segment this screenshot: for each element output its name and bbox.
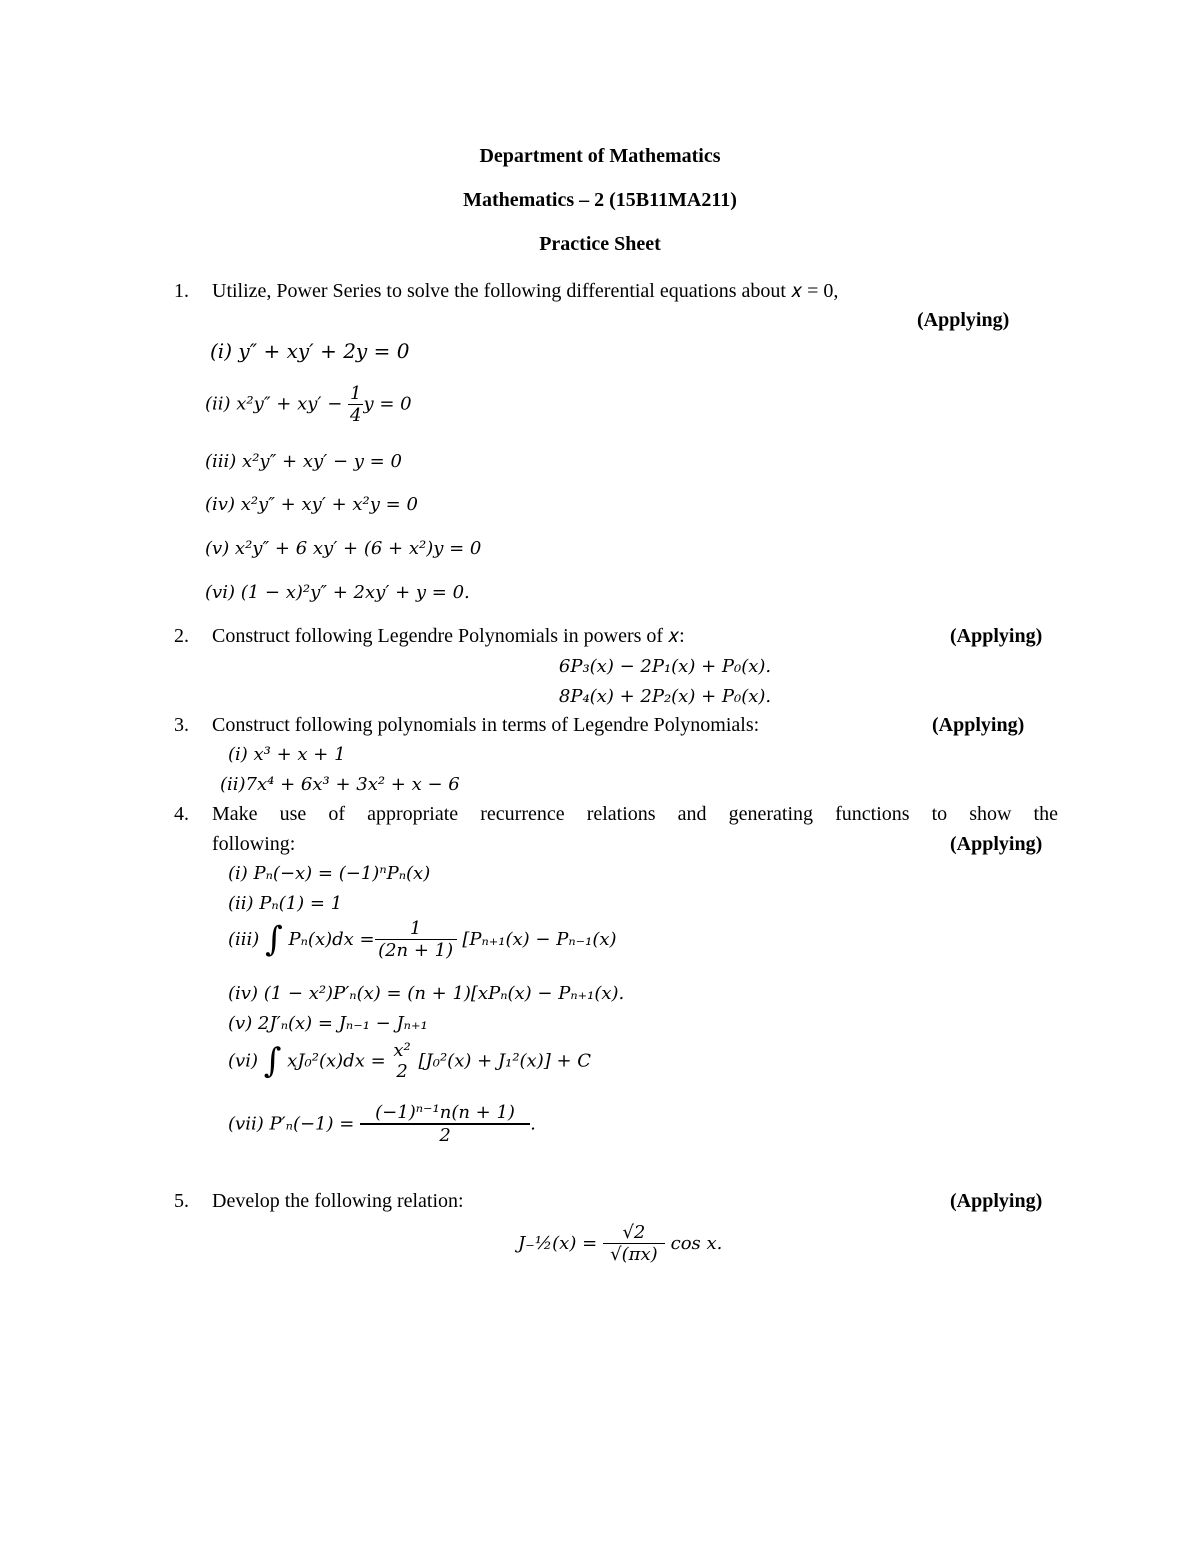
- q1-part-ii-rhs: 𝑦 = 0: [363, 393, 412, 415]
- q4-part-iii-label: (𝑖𝑖𝑖): [228, 929, 260, 950]
- q1-part-ii-lhs: (𝑖𝑖) 𝑥²𝑦″ + 𝑥𝑦′ −: [205, 393, 348, 415]
- q5-text: Develop the following relation:: [212, 1190, 464, 1212]
- department-heading: Department of Mathematics: [479, 145, 721, 167]
- q4-part-iv: (𝑖𝑣) (1 − 𝑥²)𝑃′ₙ(𝑥) = (𝑛 + 1)[𝑥𝑃ₙ(𝑥) − 𝑃ₙ₊₁(𝑥).: [228, 983, 625, 1004]
- q1-part-ii: [205, 383, 412, 426]
- fraction-numerator: 𝑥²: [393, 1040, 411, 1061]
- q4-part-ii: (𝑖𝑖) 𝑃ₙ(1) = 1: [228, 893, 343, 914]
- q4-part-iii: [228, 918, 617, 961]
- q1-number: 1.: [174, 280, 189, 302]
- fraction-numerator: 1: [375, 918, 457, 940]
- q4-part-i: (𝑖) 𝑃ₙ(−𝑥) = (−1)ⁿ𝑃ₙ(𝑥): [228, 863, 431, 884]
- fraction-denominator: 2: [396, 1061, 408, 1082]
- q3-part-ii: (𝑖𝑖)7𝑥⁴ + 6𝑥³ + 3𝑥² + 𝑥 − 6: [220, 774, 460, 795]
- q4-part-vi: [228, 1040, 591, 1082]
- integral-sign: ∫: [265, 919, 283, 960]
- q1-tag: (Applying): [917, 309, 1010, 331]
- q4-part-vi-fraction: [391, 1040, 412, 1082]
- fraction-numerator: (−1)ⁿ⁻¹𝑛(𝑛 + 1): [360, 1102, 530, 1125]
- q5-lhs: 𝐽₋½(𝑥) =: [518, 1233, 598, 1254]
- q2-number: 2.: [174, 625, 189, 647]
- fraction-numerator: √2: [603, 1222, 665, 1244]
- q4-tag: (Applying): [950, 833, 1043, 855]
- q1-part-i: (𝑖) 𝑦″ + 𝑥𝑦′ + 2𝑦 = 0: [210, 339, 410, 363]
- q1-part-iv: (𝑖𝑣) 𝑥²𝑦″ + 𝑥𝑦′ + 𝑥²𝑦 = 0: [205, 494, 418, 515]
- q4-part-vii-fraction: [360, 1102, 530, 1146]
- q4-part-iii-lhs: 𝑃ₙ(𝑥)𝑑𝑥 =: [288, 929, 375, 950]
- q1-part-ii-fraction: [348, 383, 363, 426]
- q1-text: Utilize, Power Series to solve the following differential equations about 𝑥 = 0,: [212, 280, 839, 302]
- q4-part-iii-rhs: [𝑃ₙ₊₁(𝑥) − 𝑃ₙ₋₁(𝑥): [462, 929, 617, 950]
- fraction-denominator: (2𝑛 + 1): [378, 940, 454, 961]
- q4-part-vii-end: .: [530, 1113, 536, 1135]
- q2-line-2: 8𝑃₄(𝑥) + 2𝑃₂(𝑥) + 𝑃₀(𝑥).: [558, 686, 772, 707]
- fraction-numerator: 1: [350, 383, 362, 404]
- q4-number: 4.: [174, 803, 189, 825]
- q3-number: 3.: [174, 714, 189, 736]
- q2-tag: (Applying): [950, 625, 1043, 647]
- q4-text-line-2: following:: [212, 833, 296, 855]
- fraction-denominator: 2: [439, 1125, 451, 1146]
- q2-text: Construct following Legendre Polynomials in powers of 𝑥:: [212, 625, 685, 647]
- q5-fraction: [603, 1222, 665, 1265]
- q5-relation: [518, 1222, 722, 1265]
- q4-part-vi-rhs: [𝐽₀²(𝑥) + 𝐽₁²(𝑥)] + 𝐶: [418, 1050, 592, 1072]
- q4-part-vii: [228, 1102, 536, 1146]
- integral-sign: ∫: [263, 1041, 282, 1081]
- q3-tag: (Applying): [932, 714, 1025, 736]
- sheet-title: Practice Sheet: [539, 233, 661, 255]
- q2-line-1: 6𝑃₃(𝑥) − 2𝑃₁(𝑥) + 𝑃₀(𝑥).: [558, 656, 772, 677]
- q3-text: Construct following polynomials in terms of Legendre Polynomials:: [212, 714, 760, 736]
- q4-part-vi-lhs: 𝑥𝐽₀²(𝑥)𝑑𝑥 =: [287, 1050, 386, 1072]
- q1-part-iii: (𝑖𝑖𝑖) 𝑥²𝑦″ + 𝑥𝑦′ − 𝑦 = 0: [205, 451, 402, 472]
- q1-part-vi: (𝑣𝑖) (1 − 𝑥)²𝑦″ + 2𝑥𝑦′ + 𝑦 = 0.: [205, 582, 470, 603]
- q5-rhs: 𝑐𝑜𝑠 𝑥.: [670, 1233, 723, 1254]
- q5-number: 5.: [174, 1190, 189, 1212]
- fraction-denominator: 4: [350, 405, 362, 426]
- q4-part-vi-label: (𝑣𝑖): [228, 1050, 258, 1072]
- q4-text-line-1: Make use of appropriate recurrence relations and generating functions to show the: [212, 803, 1058, 825]
- q5-tag: (Applying): [950, 1190, 1043, 1212]
- q1-part-v: (𝑣) 𝑥²𝑦″ + 6 𝑥𝑦′ + (6 + 𝑥²)𝑦 = 0: [205, 538, 482, 559]
- fraction-denominator: √(𝜋𝑥): [610, 1244, 658, 1265]
- q4-part-v: (𝑣) 2𝐽′ₙ(𝑥) = 𝐽ₙ₋₁ − 𝐽ₙ₊₁: [228, 1013, 428, 1034]
- course-heading: Mathematics – 2 (15B11MA211): [463, 189, 737, 211]
- q4-part-vii-lhs: (𝑣𝑖𝑖) 𝑃′ₙ(−1) =: [228, 1113, 355, 1135]
- q3-part-i: (𝑖) 𝑥³ + 𝑥 + 1: [228, 744, 346, 765]
- q4-part-iii-fraction: [375, 918, 457, 961]
